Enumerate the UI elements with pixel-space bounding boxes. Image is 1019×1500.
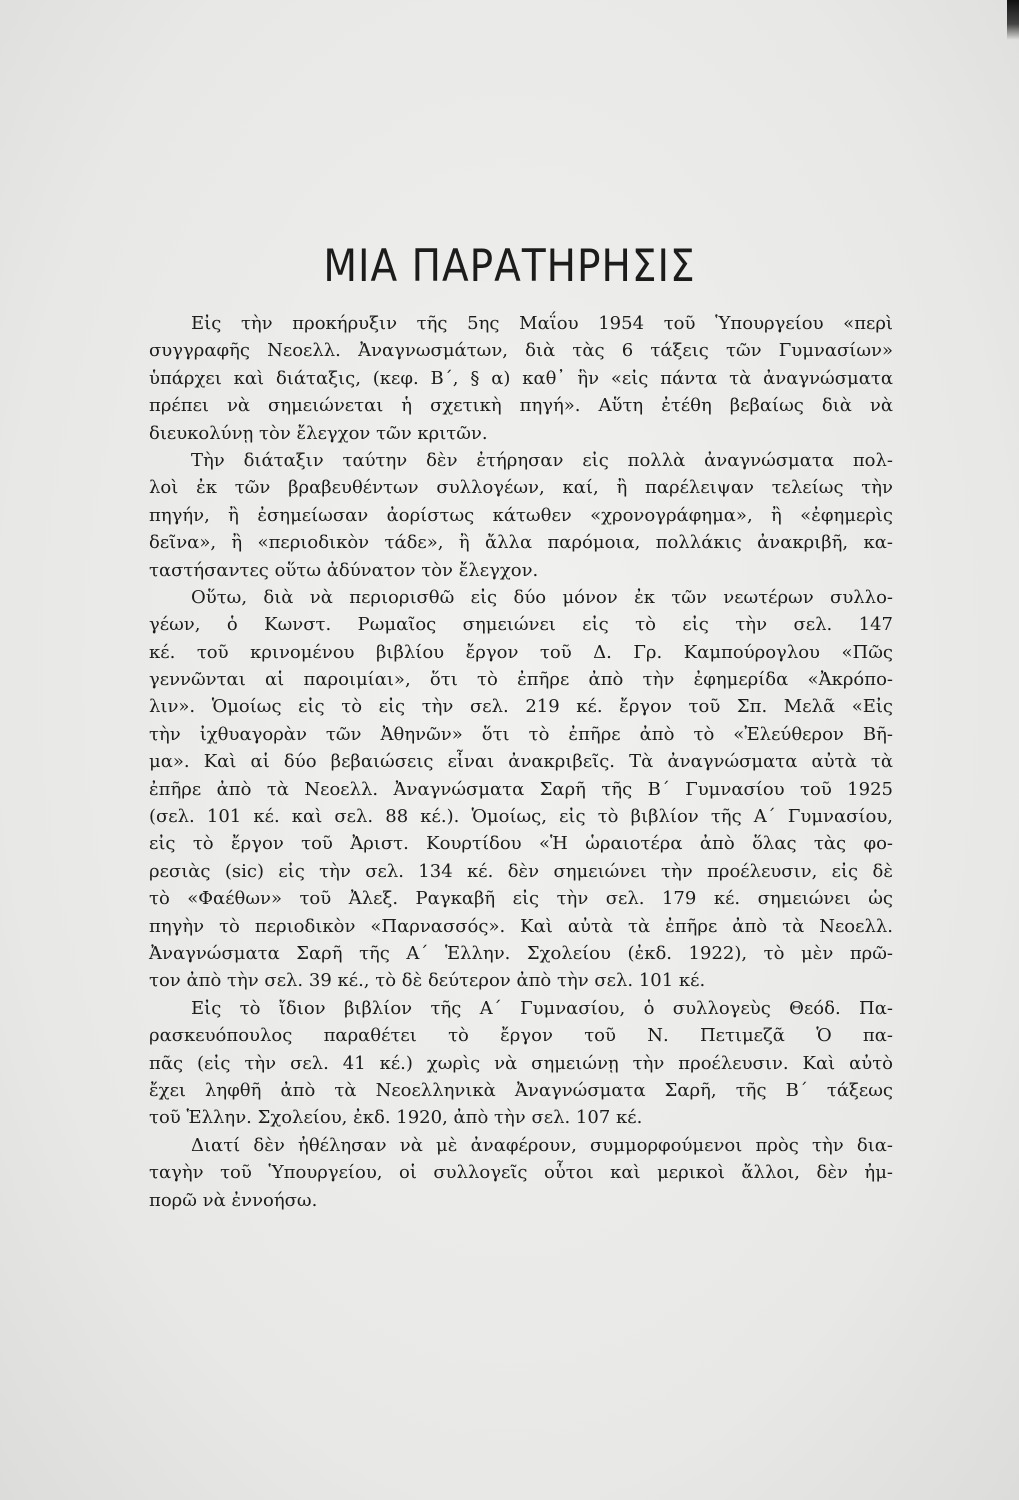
text-line: Ἀναγνώσματα Σαρῆ τῆς Α´ Ἑλλην. Σχολείου (ἐκδ. 1922), τὸ μὲν πρῶ- xyxy=(149,942,893,964)
text-line: εἰς τὸ ἔργον τοῦ Ἀριστ. Κουρτίδου «Ἡ ὡραιοτέρα ἀπὸ ὅλας τὰς φο- xyxy=(149,833,893,855)
text-line: Οὕτω, διὰ νὰ περιορισθῶ εἰς δύο μόνον ἐκ τῶν νεωτέρων συλλο- xyxy=(191,586,893,608)
text-line: Εἰς τὸ ἴδιον βιβλίον τῆς Α´ Γυμνασίου, ὁ συλλογεὺς Θεόδ. Πα- xyxy=(191,997,893,1019)
text-line: διευκολύνῃ τὸν ἔλεγχον τῶν κριτῶν. xyxy=(149,422,488,444)
text-line: ἐπῆρε ἀπὸ τὰ Νεοελλ. Ἀναγνώσματα Σαρῆ τῆς Β´ Γυμνασίου τοῦ 1925 xyxy=(149,778,893,800)
text-line: πηγὴν τὸ περιοδικὸν «Παρνασσός». Καὶ αὐτὰ τὰ ἐπῆρε ἀπὸ τὰ Νεοελλ. xyxy=(149,915,893,937)
text-line: λιν». Ὁμοίως εἰς τὸ εἰς τὴν σελ. 219 κέ. ἔργον τοῦ Σπ. Μελᾶ «Εἰς xyxy=(149,696,893,718)
text-line: Εἰς τὴν προκήρυξιν τῆς 5ης Μαΐου 1954 τοῦ Ὑπουργείου «περὶ xyxy=(191,313,893,334)
text-line: μα». Καὶ αἱ δύο βεβαιώσεις εἶναι ἀνακριβεῖς. Τὰ ἀναγνώσματα αὐτὰ τὰ xyxy=(149,751,893,773)
text-line: Διατί δὲν ἠθέλησαν νὰ μὲ ἀναφέρουν, συμμορφούμενοι πρὸς τὴν δια- xyxy=(191,1134,893,1156)
text-line: Τὴν διάταξιν ταύτην δὲν ἐτήρησαν εἰς πολλὰ ἀναγνώσματα πολ- xyxy=(191,449,893,471)
text-line: γεννῶνται αἱ παροιμίαι», ὅτι τὸ ἐπῆρε ἀπὸ τὴν ἐφημερίδα «Ἀκρόπο- xyxy=(149,669,893,691)
text-line: συγγραφῆς Νεοελλ. Ἀναγνωσμάτων, διὰ τὰς 6 τάξεις τῶν Γυμνασίων» xyxy=(149,340,893,362)
text-line: ρεσιὰς (sic) εἰς τὴν σελ. 134 κέ. δὲν σημειώνει τὴν προέλευσιν, εἰς δὲ xyxy=(149,860,893,882)
page-title: ΜΙΑ ΠΑΡΑΤΗΡΗΣΙΣ xyxy=(323,240,696,293)
text-line: (σελ. 101 κέ. καὶ σελ. 88 κέ.). Ὁμοίως, εἰς τὸ βιβλίον τῆς Α´ Γυμνασίου, xyxy=(149,806,893,828)
text-line: γέων, ὁ Κωνστ. Ρωμαῖος σημειώνει εἰς τὸ εἰς τὴν σελ. 147 xyxy=(149,614,893,636)
text-line: ρασκευόπουλος παραθέτει τὸ ἔργον τοῦ Ν. Πετιμεζᾶ Ὁ πα- xyxy=(149,1025,893,1047)
text-line: δεῖνα», ἢ «περιοδικὸν τάδε», ἢ ἄλλα παρόμοια, πολλάκις ἀνακριβῆ, κα- xyxy=(149,532,893,554)
scan-edge-mark xyxy=(1007,0,1019,40)
text-line: ταστήσαντες οὕτω ἀδύνατον τὸν ἔλεγχον. xyxy=(149,559,539,581)
text-line: ὑπάρχει καὶ διάταξις, (κεφ. Β´, § α) καθ᾽ ἣν «εἰς πάντα τὰ ἀναγνώσματα xyxy=(149,367,893,389)
article-body xyxy=(149,310,893,1214)
text-line: τὴν ἰχθυαγορὰν τῶν Ἀθηνῶν» ὅτι τὸ ἐπῆρε ἀπὸ τὸ «Ἐλεύθερον Βῆ- xyxy=(149,723,893,745)
text-line: πᾶς (εἰς τὴν σελ. 41 κέ.) χωρὶς νὰ σημειώνῃ τὴν προέλευσιν. Καὶ αὐτὸ xyxy=(149,1052,893,1074)
text-line: ταγὴν τοῦ Ὑπουργείου, οἱ συλλογεῖς οὗτοι καὶ μερικοὶ ἄλλοι, δὲν ἠμ- xyxy=(149,1162,893,1184)
text-line: τὸ «Φαέθων» τοῦ Ἀλεξ. Ραγκαβῆ εἰς τὴν σελ. 179 κέ. σημειώνει ὡς xyxy=(149,888,893,910)
text-line: τοῦ Ἑλλην. Σχολείου, ἐκδ. 1920, ἀπὸ τὴν σελ. 107 κέ. xyxy=(149,1107,643,1129)
text-line: πρέπει νὰ σημειώνεται ἡ σχετικὴ πηγή». Αὕτη ἐτέθη βεβαίως διὰ νὰ xyxy=(149,395,893,417)
text-line: τον ἀπὸ τὴν σελ. 39 κέ., τὸ δὲ δεύτερον ἀπὸ τὴν σελ. 101 κέ. xyxy=(149,970,706,992)
text-line: πηγήν, ἢ ἐσημείωσαν ἀορίστως κάτωθεν «χρονογράφημα», ἢ «ἐφημερὶς xyxy=(149,504,893,526)
text-line: ἔχει ληφθῆ ἀπὸ τὰ Νεοελληνικὰ Ἀναγνώσματα Σαρῆ, τῆς Β´ τάξεως xyxy=(149,1079,893,1101)
text-line: λοὶ ἐκ τῶν βραβευθέντων συλλογέων, καί, ἢ παρέλειψαν τελείως τὴν xyxy=(149,477,893,499)
text-line: κέ. τοῦ κρινομένου βιβλίου ἔργον τοῦ Δ. Γρ. Καμπούρογλου «Πῶς xyxy=(149,641,893,663)
text-line: πορῶ νὰ ἐννοήσω. xyxy=(149,1189,318,1211)
